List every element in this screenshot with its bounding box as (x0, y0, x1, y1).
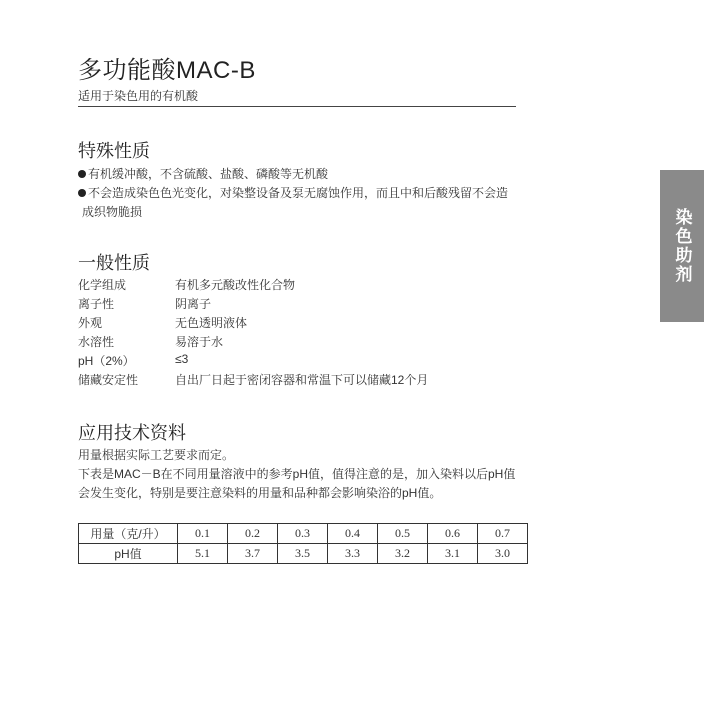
table-cell: 0.5 (378, 524, 428, 544)
table-cell: 3.3 (328, 544, 378, 564)
prop-label-storage: 储藏安定性 (78, 373, 139, 387)
bullet-icon (78, 170, 86, 178)
table-row (79, 524, 528, 544)
special-bullet-2: 不会造成染色色光变化，对染整设备及泵无腐蚀作用，而且中和后酸残留不会造 (78, 184, 508, 201)
special-properties-heading: 特殊性质 (78, 141, 150, 161)
prop-label-ph: pH（2%） (78, 354, 135, 368)
table-row (79, 544, 528, 564)
table-cell: 0.1 (178, 524, 228, 544)
application-line-3: 会发生变化，特别是要注意染料的用量和品种都会影响染浴的pH值。 (78, 486, 442, 500)
table-cell: 3.0 (478, 544, 528, 564)
special-bullet-1: 有机缓冲酸，不含硫酸、盐酸、磷酸等无机酸 (78, 165, 328, 182)
title-divider (78, 106, 516, 107)
page-subtitle: 适用于染色用的有机酸 (78, 89, 199, 103)
special-bullet-2-continued: 成织物脆损 (82, 205, 143, 219)
prop-value-solubility: 易溶于水 (175, 335, 224, 349)
table-cell: 0.3 (278, 524, 328, 544)
table-row-label: pH值 (79, 544, 178, 564)
table-cell: 0.7 (478, 524, 528, 544)
table-cell: 0.2 (228, 524, 278, 544)
table-cell: 3.5 (278, 544, 328, 564)
side-category-tab (660, 170, 704, 322)
prop-value-appearance: 无色透明液体 (175, 316, 248, 330)
side-category-label: 染色助剂 (672, 208, 692, 284)
table-cell: 3.2 (378, 544, 428, 564)
prop-value-composition: 有机多元酸改性化合物 (175, 278, 296, 292)
application-line-1: 用量根据实际工艺要求而定。 (78, 448, 235, 462)
prop-label-appearance: 外观 (78, 316, 103, 330)
ph-reference-table (78, 523, 528, 564)
prop-value-storage: 自出厂日起于密闭容器和常温下可以储藏12个月 (175, 373, 429, 387)
prop-value-ph: ≤3 (175, 352, 189, 366)
application-heading: 应用技术资料 (78, 423, 186, 443)
application-line-2: 下表是MAC－B在不同用量溶液中的参考pH值，值得注意的是，加入染料以后pH值 (78, 467, 516, 481)
table-row-label: 用量（克/升） (79, 524, 178, 544)
table-cell: 0.4 (328, 524, 378, 544)
table-cell: 5.1 (178, 544, 228, 564)
prop-value-ionicity: 阴离子 (175, 297, 212, 311)
table-cell: 0.6 (428, 524, 478, 544)
prop-label-ionicity: 离子性 (78, 297, 115, 311)
bullet-icon (78, 189, 86, 197)
table-cell: 3.7 (228, 544, 278, 564)
table-cell: 3.1 (428, 544, 478, 564)
general-properties-heading: 一般性质 (78, 253, 150, 273)
prop-label-solubility: 水溶性 (78, 335, 115, 349)
page-title: 多功能酸MAC-B (78, 57, 256, 84)
prop-label-composition: 化学组成 (78, 278, 127, 292)
